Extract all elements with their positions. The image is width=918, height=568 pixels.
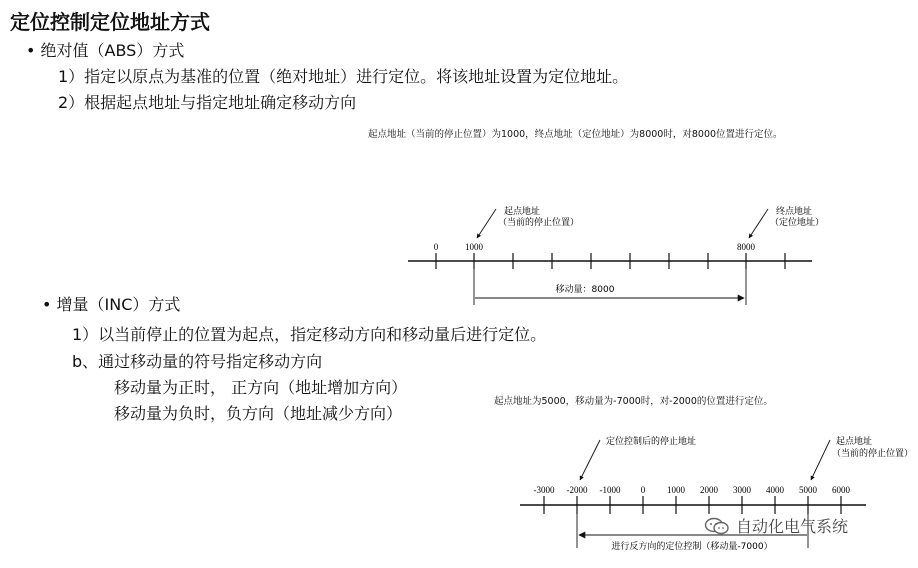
- inc-tick-label: -2000: [566, 485, 588, 495]
- inc-start-label: 起点地址: [836, 437, 873, 447]
- inc-stop-label: 定位控制后的停止地址: [606, 437, 697, 447]
- wechat-icon: [704, 516, 730, 536]
- inc-tick-label: -3000: [533, 485, 555, 495]
- inc-tick-label: -1000: [599, 485, 621, 495]
- abs-move-label: 移动量：8000: [555, 285, 615, 295]
- inc-tick-label: 1000: [667, 485, 685, 495]
- inc-tick-label: 0: [640, 485, 646, 495]
- watermark-text: 自动化电气系统: [736, 517, 849, 536]
- inc-negative-rule: 移动量为负时，负方向（地址减少方向）: [114, 404, 403, 423]
- page-title: 定位控制定位地址方式: [10, 10, 210, 34]
- abs-point-1: 1）指定以原点为基准的位置（绝对地址）进行定位。将该地址设置为定位地址。: [58, 67, 629, 86]
- abs-tick-label: 1000: [465, 242, 483, 252]
- abs-heading: • 绝对值（ABS）方式: [26, 41, 185, 60]
- inc-move-label: 进行反方向的定位控制（移动量-7000）: [611, 542, 773, 552]
- abs-tick-label: 8000: [737, 242, 755, 252]
- inc-tick-label: 5000: [799, 485, 817, 495]
- abs-start-label-sub: （当前的停止位置）: [498, 218, 580, 228]
- inc-point-2: b、通过移动量的符号指定移动方向: [72, 352, 323, 371]
- inc-heading: • 增量（INC）方式: [42, 295, 181, 314]
- inc-start-label-sub: （当前的停止位置）: [832, 449, 914, 459]
- inc-tick-label: 4000: [766, 485, 784, 495]
- abs-number-line: [408, 205, 824, 305]
- abs-point-2: 2）根据起点地址与指定地址确定移动方向: [58, 93, 357, 112]
- abs-start-leader: [477, 209, 496, 238]
- abs-end-label: 终点地址: [776, 207, 813, 217]
- inc-tick-label: 3000: [733, 485, 751, 495]
- watermark: [704, 514, 848, 537]
- inc-tick-label: 6000: [832, 485, 850, 495]
- abs-tick-label: 0: [433, 242, 439, 252]
- abs-example-note: 起点地址（当前的停止位置）为1000，终点地址（定位地址）为8000时，对8000位置进行定位。: [368, 129, 783, 140]
- inc-stop-leader: [580, 440, 600, 480]
- abs-end-label-sub: （定位地址）: [770, 218, 825, 228]
- inc-start-leader: [811, 440, 830, 480]
- inc-example-note: 起点地址为5000，移动量为-7000时，对-2000的位置进行定位。: [494, 396, 773, 407]
- inc-positive-rule: 移动量为正时， 正方向（地址增加方向）: [114, 378, 408, 397]
- inc-tick-label: 2000: [700, 485, 718, 495]
- inc-point-1: 1）以当前停止的位置为起点，指定移动方向和移动量后进行定位。: [72, 325, 547, 344]
- abs-start-label: 起点地址: [504, 207, 541, 217]
- abs-end-leader: [749, 209, 768, 238]
